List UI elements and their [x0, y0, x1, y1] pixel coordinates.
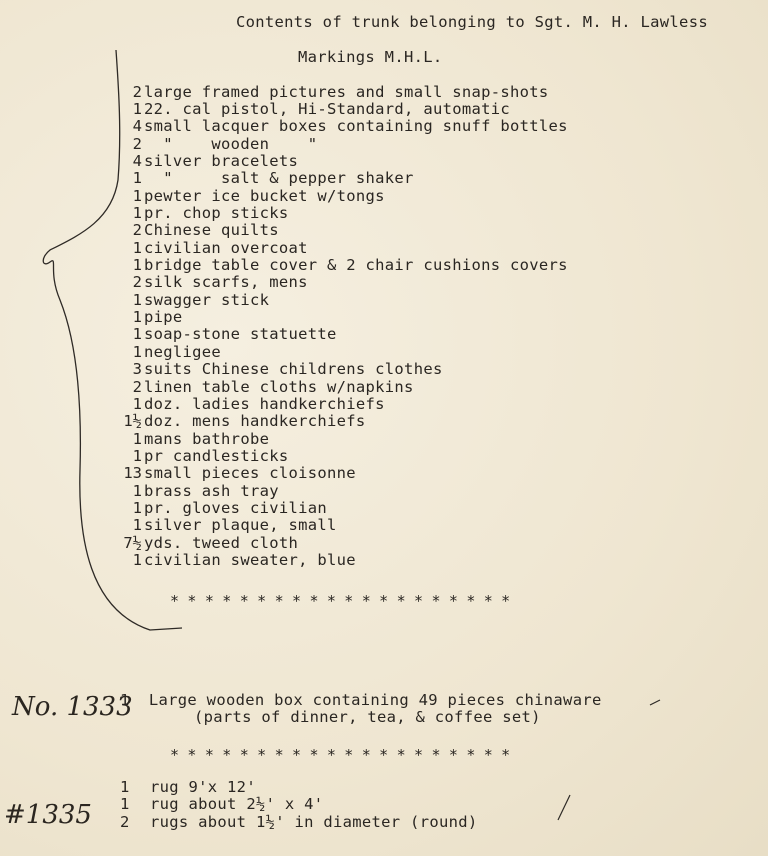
item-desc: pr. gloves civilian	[144, 498, 328, 517]
list-item	[108, 187, 568, 204]
list-item	[108, 499, 568, 516]
item-qty: 1	[132, 498, 142, 517]
item-qty: 1	[132, 325, 142, 344]
list-item	[108, 378, 568, 395]
list-item	[108, 100, 568, 117]
item-desc: rug about 2½' x 4'	[150, 795, 324, 813]
item-desc: 22. cal pistol, Hi-Standard, automatic	[144, 100, 511, 119]
item-desc: doz. ladies handkerchiefs	[144, 394, 385, 413]
list-item	[108, 551, 568, 568]
item-desc: " salt & pepper shaker	[144, 169, 414, 188]
item-qty: 1	[132, 516, 142, 535]
list-item	[108, 256, 568, 273]
item-desc: large framed pictures and small snap-shots	[144, 82, 549, 101]
item-qty: 1	[132, 429, 142, 448]
item-desc: pewter ice bucket w/tongs	[144, 186, 385, 205]
item-qty: 1	[132, 238, 142, 257]
item-qty: 1	[132, 256, 142, 275]
item-qty: 1	[132, 446, 142, 465]
item-qty: 2	[132, 221, 142, 240]
document-title: Contents of trunk belonging to Sgt. M. H. Lawless	[236, 13, 708, 31]
list-item	[108, 204, 568, 221]
item-desc: rug 9'x 12'	[150, 778, 256, 796]
list-item	[108, 135, 568, 152]
item-qty: 1½	[123, 412, 142, 431]
list-item	[108, 83, 568, 100]
item-qty: 1	[120, 795, 130, 813]
box-entry-line: 1 Large wooden box containing 49 pieces chinaware	[120, 691, 602, 709]
item-desc: pr candlesticks	[144, 446, 289, 465]
item-qty: 2	[132, 82, 142, 101]
item-desc: doz. mens handkerchiefs	[144, 412, 366, 431]
item-qty: 13	[123, 464, 142, 483]
separator-stars: ********************	[170, 592, 519, 610]
item-desc: linen table cloths w/napkins	[144, 377, 414, 396]
item-qty: 1	[132, 169, 142, 188]
list-item	[108, 413, 568, 430]
list-item	[108, 447, 568, 464]
handwritten-number: #1335	[4, 800, 92, 830]
list-item	[108, 465, 568, 482]
item-qty: 1	[132, 550, 142, 569]
item-desc: pr. chop sticks	[144, 204, 289, 223]
item-desc: soap-stone statuette	[144, 325, 337, 344]
list-item	[108, 361, 568, 378]
item-qty: 1	[132, 204, 142, 223]
handwritten-number: No. 1333	[12, 692, 133, 722]
list-item	[108, 326, 568, 343]
list-item	[108, 517, 568, 534]
item-desc: yds. tweed cloth	[144, 533, 299, 552]
item-desc: Chinese quilts	[144, 221, 279, 240]
list-item	[108, 222, 568, 239]
list-item	[108, 534, 568, 551]
markings-label: Markings M.H.L.	[298, 48, 443, 66]
list-item	[108, 308, 568, 325]
box-entry-line: (parts of dinner, tea, & coffee set)	[194, 708, 541, 726]
item-qty: 2	[120, 813, 130, 831]
item-desc: silver bracelets	[144, 152, 299, 171]
item-qty: 3	[132, 360, 142, 379]
item-qty: 2	[132, 134, 142, 153]
item-qty: 2	[132, 377, 142, 396]
item-desc: negligee	[144, 342, 222, 361]
item-desc: rugs about 1½' in diameter (round)	[150, 813, 478, 831]
separator-stars: ********************	[170, 746, 519, 764]
item-desc: suits Chinese childrens clothes	[144, 360, 443, 379]
item-qty: 1	[132, 342, 142, 361]
list-item	[108, 118, 568, 135]
item-qty: 1	[120, 778, 130, 796]
item-desc: silver plaque, small	[144, 516, 337, 535]
item-desc: brass ash tray	[144, 481, 279, 500]
list-item	[108, 482, 568, 499]
item-qty: 7½	[123, 533, 142, 552]
item-desc: civilian sweater, blue	[144, 550, 356, 569]
list-item	[108, 170, 568, 187]
list-item	[108, 395, 568, 412]
item-desc: swagger stick	[144, 290, 270, 309]
item-desc: mans bathrobe	[144, 429, 270, 448]
item-qty: 1	[132, 394, 142, 413]
item-qty: 1	[132, 290, 142, 309]
item-qty: 1	[132, 186, 142, 205]
list-item	[120, 813, 477, 831]
list-item	[120, 778, 256, 796]
list-item	[120, 795, 323, 813]
item-desc: silk scarfs, mens	[144, 273, 308, 292]
item-qty: 1	[132, 308, 142, 327]
list-item	[108, 239, 568, 256]
inventory-list	[108, 83, 568, 569]
list-item	[108, 274, 568, 291]
list-item	[108, 291, 568, 308]
item-desc: civilian overcoat	[144, 238, 308, 257]
list-item	[108, 152, 568, 169]
item-desc: pipe	[144, 308, 183, 327]
item-desc: small lacquer boxes containing snuff bottles	[144, 117, 568, 136]
item-desc: small pieces cloisonne	[144, 464, 356, 483]
item-desc: " wooden "	[144, 134, 318, 153]
item-qty: 4	[132, 152, 142, 171]
item-qty: 2	[132, 273, 142, 292]
item-qty: 4	[132, 117, 142, 136]
item-desc: bridge table cover & 2 chair cushions covers	[144, 256, 568, 275]
list-item	[108, 430, 568, 447]
item-qty: 1	[132, 481, 142, 500]
list-item	[108, 343, 568, 360]
item-qty: 1	[132, 100, 142, 119]
